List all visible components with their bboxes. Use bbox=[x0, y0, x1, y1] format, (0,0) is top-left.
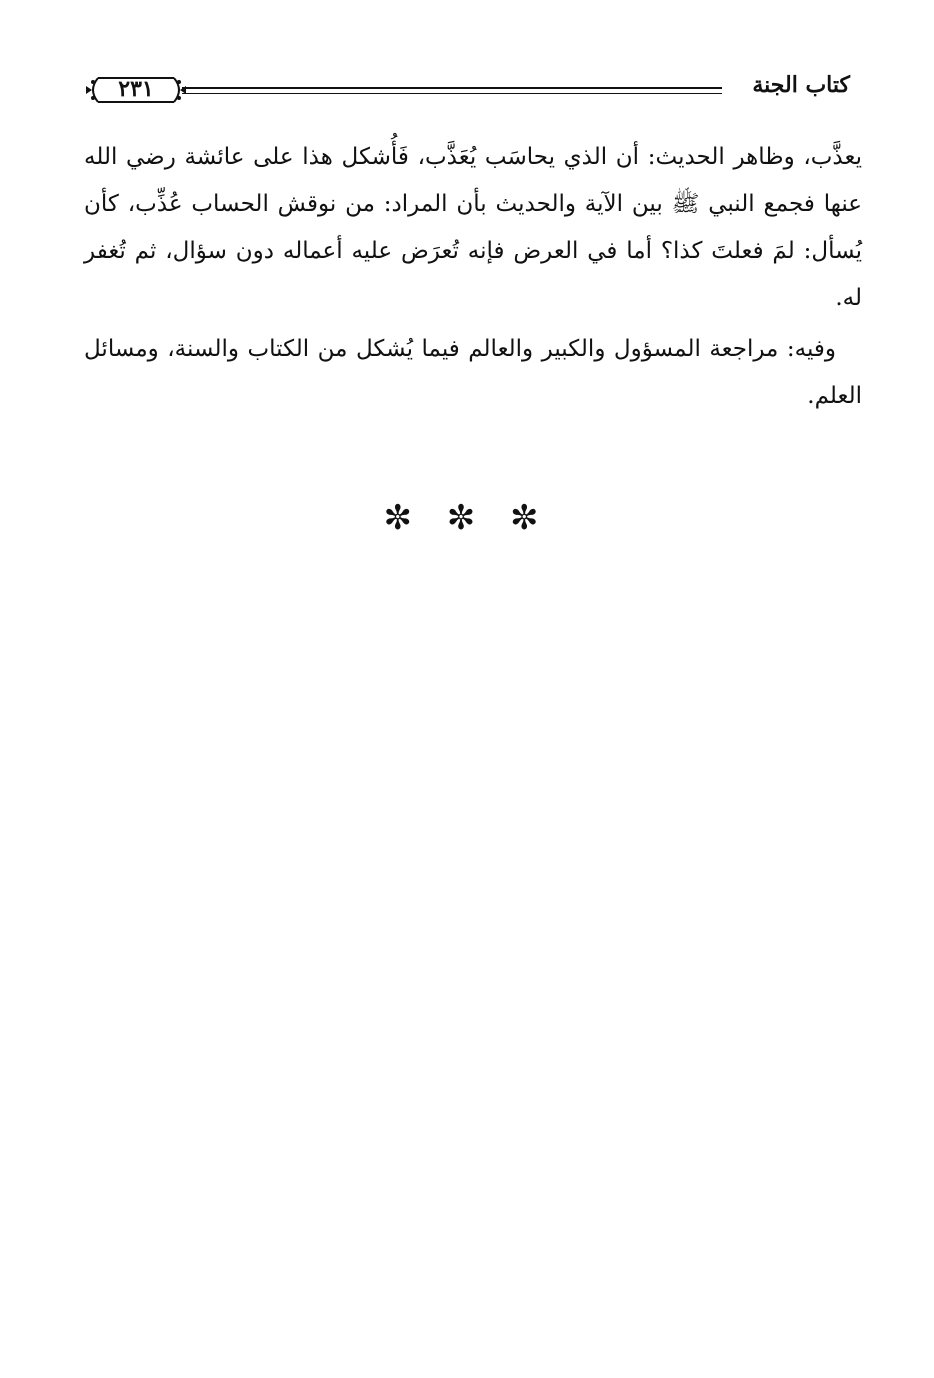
header-rule-thin bbox=[182, 93, 722, 94]
header-rule bbox=[182, 87, 722, 89]
page-number-frame bbox=[84, 72, 188, 108]
page-number: ٢٣١ bbox=[118, 76, 154, 102]
running-title: كتاب الجنة bbox=[752, 72, 850, 98]
page-header bbox=[80, 70, 862, 114]
section-end-ornament: ✼ ✼ ✼ bbox=[383, 498, 551, 538]
main-text bbox=[84, 134, 862, 420]
paragraph: يعذَّب، وظاهر الحديث: أن الذي يحاسَب يُعَذَّب، فَأُشكل هذا على عائشة رضي الله عنها فجمع النبي ﷺ بين الآية والحديث بأن المراد: من نوقش الحساب عُذِّب، كأن يُسأل: لمَ فعلتَ كذا؟ أما في العرض فإنه تُعرَض عليه أعماله دون سؤال، ثم تُغفر له. bbox=[84, 144, 862, 311]
paragraph: وفيه: مراجعة المسؤول والكبير والعالم فيما يُشكل من الكتاب والسنة، ومسائل العلم. bbox=[84, 336, 862, 409]
